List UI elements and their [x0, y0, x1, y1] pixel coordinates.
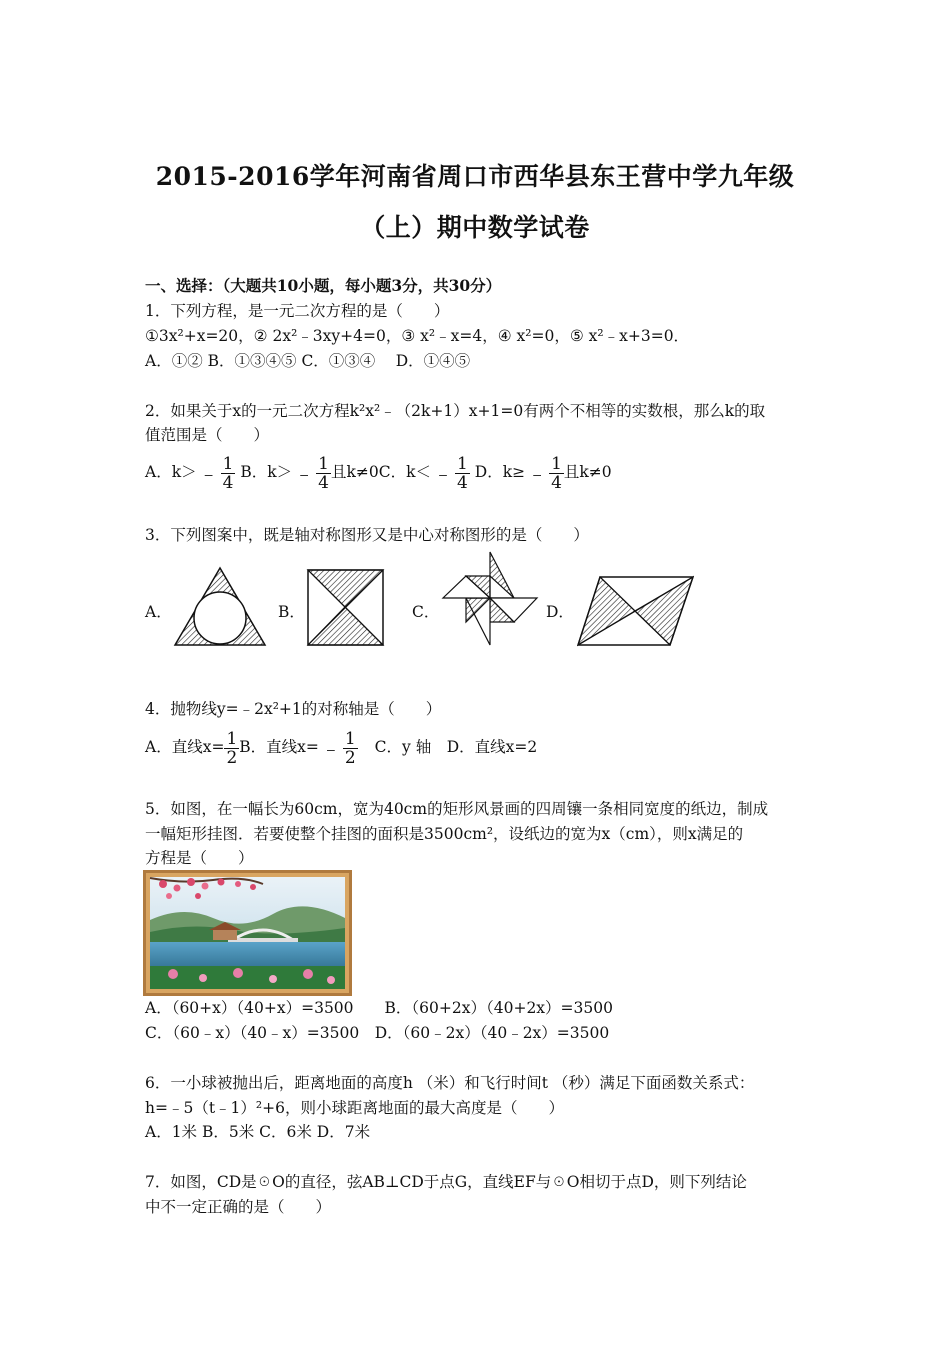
q2-option-b: B．k＞ — [240, 463, 293, 481]
fraction-denominator: 4 — [222, 472, 234, 493]
q2-stem-line-1: 2．如果关于x的一元二次方程k²x²﹣（2k+1）x+1=0有两个不相等的实数根，那么k的取 — [145, 402, 766, 420]
q5-stem-line-3: 方程是（ ） — [145, 849, 254, 867]
q2-stem-line-2: 值范围是（ ） — [145, 426, 270, 444]
q4-option-b-eq: x= — [297, 738, 319, 756]
fraction-one-half — [343, 730, 358, 767]
minus-sign: ﹣ — [320, 736, 341, 760]
figure-c-pinwheel — [443, 552, 537, 645]
q4-options — [145, 727, 537, 768]
q3-label-a: A． — [145, 603, 172, 621]
fraction-denominator: 2 — [344, 747, 356, 768]
q4-option-a-eq: x= — [202, 738, 225, 756]
q2-option-d: D．k≥ — [474, 463, 526, 481]
q5-stem-line-1: 5．如图，在一幅长为60cm，宽为40cm的矩形风景画的四周镶一条相同宽度的纸边，制成 — [145, 800, 769, 818]
q1-options: A．①② B．①③④⑤ C．①③④ D．①④⑤ — [145, 352, 471, 370]
minus-sign: ﹣ — [433, 461, 453, 485]
fraction-numerator: 1 — [226, 728, 238, 749]
q1-items: ①3x²+x=20，② 2x²﹣3xy+4=0，③ x²﹣x=4，④ x²=0，⑤ x²﹣x+3=0． — [145, 327, 690, 345]
q2-option-a: A．k＞ — [145, 463, 197, 481]
q5-stem-line-2: 一幅矩形挂图．若要使整个挂图的面积是3500cm²，设纸边的宽为x（cm），则x满足的 — [145, 825, 744, 843]
q3-label-b: B． — [278, 603, 305, 621]
q1-stem: 1．下列方程，是一元二次方程的是（ ） — [145, 302, 450, 320]
minus-sign: ﹣ — [294, 461, 315, 485]
q7-stem-line-2: 中不一定正确的是（ ） — [145, 1198, 332, 1216]
fraction-denominator: 2 — [226, 747, 238, 768]
q6-stem-line-2: h=﹣5（t﹣1）²+6，则小球距离地面的最大高度是（ ） — [145, 1099, 564, 1117]
q3-label-c: C． — [412, 603, 440, 621]
q3-stem: 3．下列图案中，既是轴对称图形又是中心对称图形的是（ ） — [145, 526, 589, 544]
page-title-line-1: 2015-2016学年河南省周口市西华县东王营中学九年级 — [155, 162, 795, 191]
q2-option-c: C．k＜ — [378, 463, 431, 481]
fraction-numerator: 1 — [222, 453, 234, 474]
landscape-painting-image — [143, 870, 352, 996]
fraction-numerator: 1 — [457, 453, 468, 474]
figure-a-triangle-circle — [175, 568, 265, 645]
figure-b-square-hourglass — [308, 570, 383, 645]
fraction-denominator: 4 — [551, 472, 562, 493]
q5-options-ab: A．（60+x）（40+x）=3500 B．（60+2x）（40+2x）=3500 — [145, 999, 613, 1017]
q5-options-cd: C．（60﹣x）（40﹣x）=3500 D．（60﹣2x）（40﹣2x）=3500 — [145, 1024, 610, 1042]
figure-d-parallelogram — [578, 577, 693, 645]
q3-label-d: D． — [546, 603, 574, 621]
q2-option-b-tail: 且k≠0 — [330, 463, 379, 481]
fraction-denominator: 4 — [318, 472, 329, 493]
q2-option-d-tail: 且k≠0 — [563, 463, 612, 481]
fraction-denominator: 4 — [457, 472, 468, 493]
q4-stem: 4．抛物线y=﹣2x²+1的对称轴是（ ） — [145, 700, 442, 718]
page-title-line-2: （上）期中数学试卷 — [360, 213, 590, 242]
minus-sign: ﹣ — [198, 461, 219, 485]
minus-sign: ﹣ — [527, 461, 548, 485]
q6-stem-line-1: 6．一小球被抛出后，距离地面的高度h （米）和飞行时间t （秒）满足下面函数关系式： — [145, 1074, 755, 1092]
q4-option-b: B．直线 — [239, 738, 298, 756]
section-heading: 一、选择：（大题共10小题，每小题3分，共30分） — [145, 276, 502, 295]
fraction-numerator: 1 — [551, 453, 562, 474]
q6-options: A．1米 B．5米 C．6米 D．7米 — [145, 1123, 371, 1141]
q7-stem-line-1: 7．如图，CD是☉O的直径，弦AB⊥CD于点G，直线EF与☉O相切于点D，则下列结论 — [145, 1173, 747, 1191]
q4-options-cd: C．y 轴 D．直线x=2 — [374, 738, 538, 756]
q4-option-a: A．直线 — [145, 738, 203, 756]
fraction-numerator: 1 — [344, 728, 356, 749]
fraction-numerator: 1 — [318, 453, 329, 474]
fraction-one-half — [224, 730, 239, 767]
